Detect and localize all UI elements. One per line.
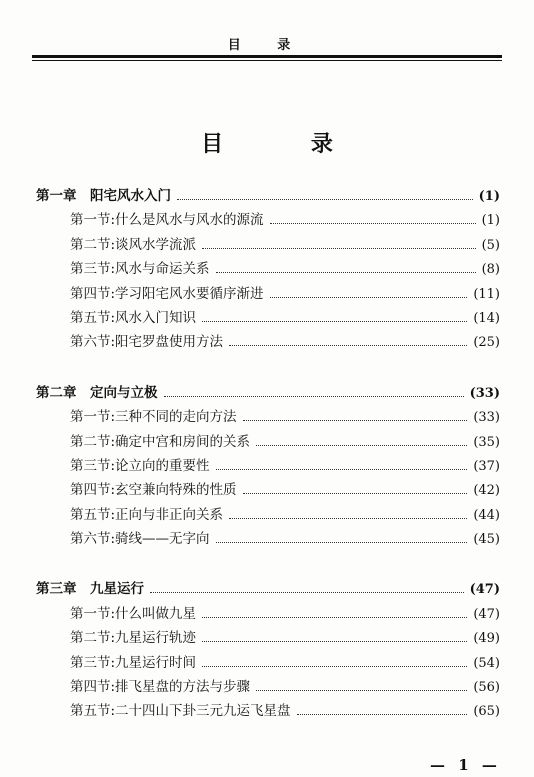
dot-leader: [229, 518, 467, 519]
toc-section: [36, 527, 500, 551]
page-number: (45): [473, 532, 500, 548]
page-folio: — 1 —: [430, 756, 501, 774]
toc-section: [36, 699, 500, 723]
section-title: 第五节:正向与非正向关系: [70, 506, 224, 523]
dot-leader: [202, 617, 467, 618]
page-number: (37): [473, 458, 500, 474]
dot-leader: [202, 641, 467, 642]
chapter-title: 第二章 定向与立极: [36, 384, 158, 401]
section-title: 第一节:什么叫做九星: [70, 605, 197, 622]
section-title: 第六节:阳宅罗盘使用方法: [70, 334, 224, 351]
toc-section: [36, 626, 500, 650]
toc-section: [36, 257, 500, 281]
page-number: (14): [473, 310, 500, 326]
toc-section: [36, 651, 500, 675]
toc-chapter-1: [36, 184, 500, 208]
dot-leader: [150, 592, 464, 593]
toc-section: [36, 503, 500, 527]
dot-leader: [243, 420, 468, 421]
page-number: (56): [473, 680, 500, 696]
section-title: 第四节:玄空兼向特殊的性质: [70, 482, 237, 499]
page-number: (54): [473, 655, 500, 671]
page-number: (44): [473, 507, 500, 523]
page-number: (11): [473, 286, 500, 302]
toc-section: [36, 306, 500, 330]
dot-leader: [202, 666, 467, 667]
toc-chapter-3: [36, 577, 500, 601]
chapter-spacer: [36, 551, 500, 577]
section-title: 第一节:三种不同的走向方法: [70, 409, 237, 426]
page-number: (1): [478, 189, 500, 204]
page-number: (33): [473, 410, 500, 426]
section-title: 第四节:排飞星盘的方法与步骤: [70, 679, 251, 696]
page-title: 目 录: [201, 131, 373, 157]
dot-leader: [202, 321, 467, 322]
dot-leader: [177, 199, 473, 200]
toc-section: [36, 233, 500, 257]
dot-leader: [243, 493, 468, 494]
toc-section: [36, 330, 500, 354]
section-title: 第一节:什么是风水与风水的源流: [70, 212, 264, 229]
section-title: 第五节:二十四山下卦三元九运飞星盘: [70, 703, 291, 720]
section-title: 第二节:九星运行轨迹: [70, 630, 197, 647]
dot-leader: [164, 396, 464, 397]
toc-section: [36, 430, 500, 454]
dot-leader: [256, 445, 467, 446]
header-rule-thick: [32, 55, 502, 58]
dot-leader: [216, 272, 476, 273]
page-number: (47): [473, 606, 500, 622]
dot-leader: [256, 690, 467, 691]
section-title: 第二节:谈风水学流派: [70, 236, 197, 253]
page-number: (33): [469, 385, 500, 401]
page-number: (35): [473, 434, 500, 450]
dot-leader: [297, 714, 468, 715]
dot-leader: [216, 469, 468, 470]
section-title: 第六节:骑线——无字向: [70, 531, 210, 548]
section-title: 第三节:九星运行时间: [70, 654, 197, 671]
section-title: 第三节:论立向的重要性: [70, 457, 210, 474]
toc-section: [36, 454, 500, 478]
page-number: (47): [469, 582, 500, 598]
toc-section: [36, 675, 500, 699]
running-head: 目 录: [227, 38, 307, 53]
header-rule-thin: [32, 60, 502, 61]
dot-leader: [229, 345, 467, 346]
toc-section: [36, 208, 500, 232]
dot-leader: [216, 542, 468, 543]
dot-leader: [270, 297, 468, 298]
toc-section: [36, 478, 500, 502]
page-number: (1): [481, 213, 500, 229]
page-number: (5): [481, 237, 500, 253]
toc-section: [36, 602, 500, 626]
section-title: 第三节:风水与命运关系: [70, 261, 210, 278]
toc-section: [36, 282, 500, 306]
section-title: 第二节:确定中宫和房间的关系: [70, 433, 251, 450]
section-title: 第五节:风水入门知识: [70, 309, 197, 326]
page-number: (49): [473, 631, 500, 647]
dot-leader: [270, 223, 476, 224]
page-number: (25): [473, 335, 500, 351]
chapter-spacer: [36, 355, 500, 381]
toc-section: [36, 405, 500, 429]
chapter-title: 第一章 阳宅风水入门: [36, 188, 171, 204]
section-title: 第四节:学习阳宅风水要循序渐进: [70, 285, 264, 302]
page-number: (8): [481, 262, 500, 278]
chapter-title: 第三章 九星运行: [36, 581, 144, 598]
page-number: (65): [473, 704, 500, 720]
page-number: (42): [473, 483, 500, 499]
toc-chapter-2: [36, 381, 500, 405]
table-of-contents: [36, 184, 500, 724]
dot-leader: [202, 248, 476, 249]
